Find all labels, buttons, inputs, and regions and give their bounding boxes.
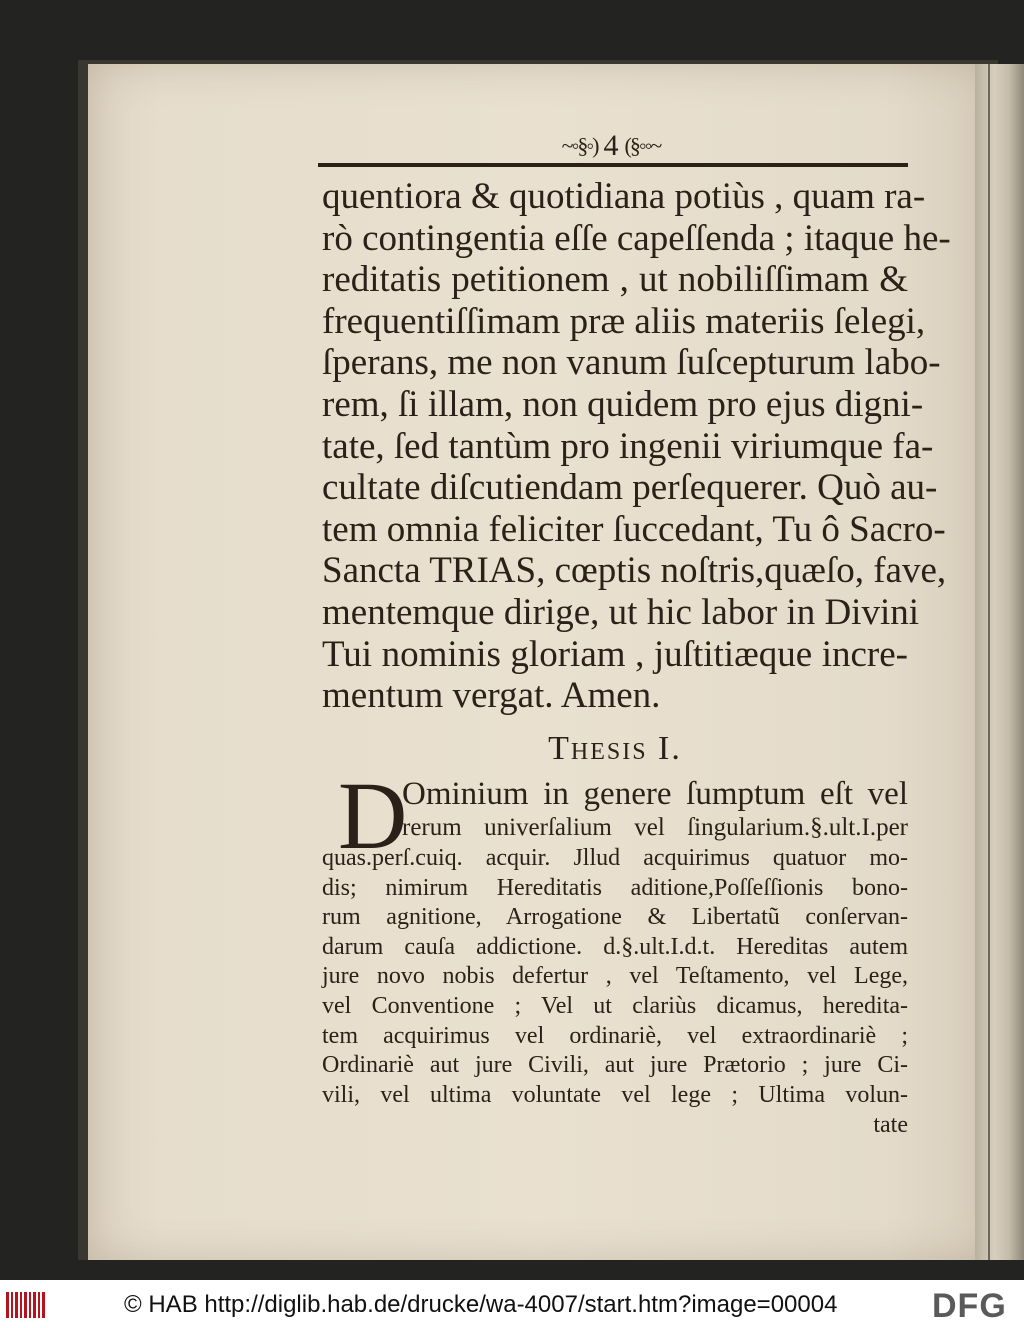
thesis-line: Ordinariè aut jure Civili, aut jure Prætorio ; jure Ci-	[322, 1052, 908, 1079]
thesis-line: rum agnitione, Arrogatione & Libertatũ conſervan-	[322, 904, 908, 931]
body-line: Tui nominis gloriam , juſtitiæque incre-	[322, 633, 908, 675]
body-line: frequentiſſimam præ aliis materiis ſelegi,	[322, 300, 926, 342]
thesis-heading: Thesis I.	[548, 730, 682, 767]
header-ornament-left: ~◦§◦)	[561, 133, 598, 158]
body-line: mentemque dirige, ut hic labor in Divini	[322, 591, 920, 633]
body-line: mentum vergat. Amen.	[322, 675, 661, 717]
header-rule	[318, 163, 908, 167]
body-line: ſperans, me non vanum ſuſcepturum labo-	[322, 342, 941, 384]
thesis-line: jure novo nobis defertur , vel Teſtamento, vel Lege,	[322, 963, 908, 990]
body-line: rem, ſi illam, non quidem pro ejus digni-	[322, 383, 924, 425]
thesis-line: vili, vel ultima voluntate vel lege ; Ultima volun-	[322, 1081, 908, 1108]
hab-barcode-logo-icon	[6, 1292, 46, 1318]
thesis-line: dis; nimirum Hereditatis aditione,Poſſeſſionis bono-	[322, 874, 908, 901]
body-line: rò contingentia eſſe capeſſenda ; itaque he-	[322, 217, 951, 259]
body-line: Sancta TRIAS, cœptis noſtris,quæſo, fave,	[322, 550, 947, 592]
page-header	[318, 128, 904, 164]
thesis-line: darum cauſa addictione. d.§.ult.I.d.t. Hereditas autem	[322, 933, 908, 960]
body-line: reditatis petitionem , ut nobiliſſimam &	[322, 259, 908, 301]
book-spine	[975, 64, 1024, 1260]
header-ornament-right: (§◦◦~	[624, 133, 661, 158]
body-line: tate, ſed tantùm pro ingenii viriumque fa-	[322, 425, 934, 467]
body-line: cultate diſcutiendam perſequerer. Quò au-	[322, 467, 938, 509]
body-line: tem omnia feliciter ſuccedant, Tu ô Sacro-	[322, 508, 946, 550]
drop-cap: D	[338, 762, 408, 869]
catchword: tate	[873, 1112, 908, 1139]
thesis-line: quas.perſ.cuiq. acquir. Jllud acquirimus quatuor mo-	[322, 845, 908, 871]
copyright-link[interactable]: © HAB http://diglib.hab.de/drucke/wa-4007/start.htm?image=00004	[124, 1291, 838, 1318]
thesis-line: Ominium in genere ſumptum eſt vel	[402, 776, 908, 812]
dfg-logo: DFG	[932, 1287, 1007, 1325]
thesis-line: rerum univerſalium vel ſingularium.§.ult.I.per	[402, 814, 908, 841]
thesis-line: vel Conventione ; Vel ut clariùs dicamus, heredita-	[322, 992, 908, 1019]
thesis-line: tem acquirimus vel ordinariè, vel extraordinariè ;	[322, 1022, 908, 1049]
thesis-body	[322, 776, 908, 1140]
body-text	[322, 176, 951, 717]
body-line: quentiora & quotidiana potiùs , quam ra-	[322, 176, 926, 217]
page-number: 4	[603, 129, 619, 162]
spine-edge	[988, 64, 990, 1260]
